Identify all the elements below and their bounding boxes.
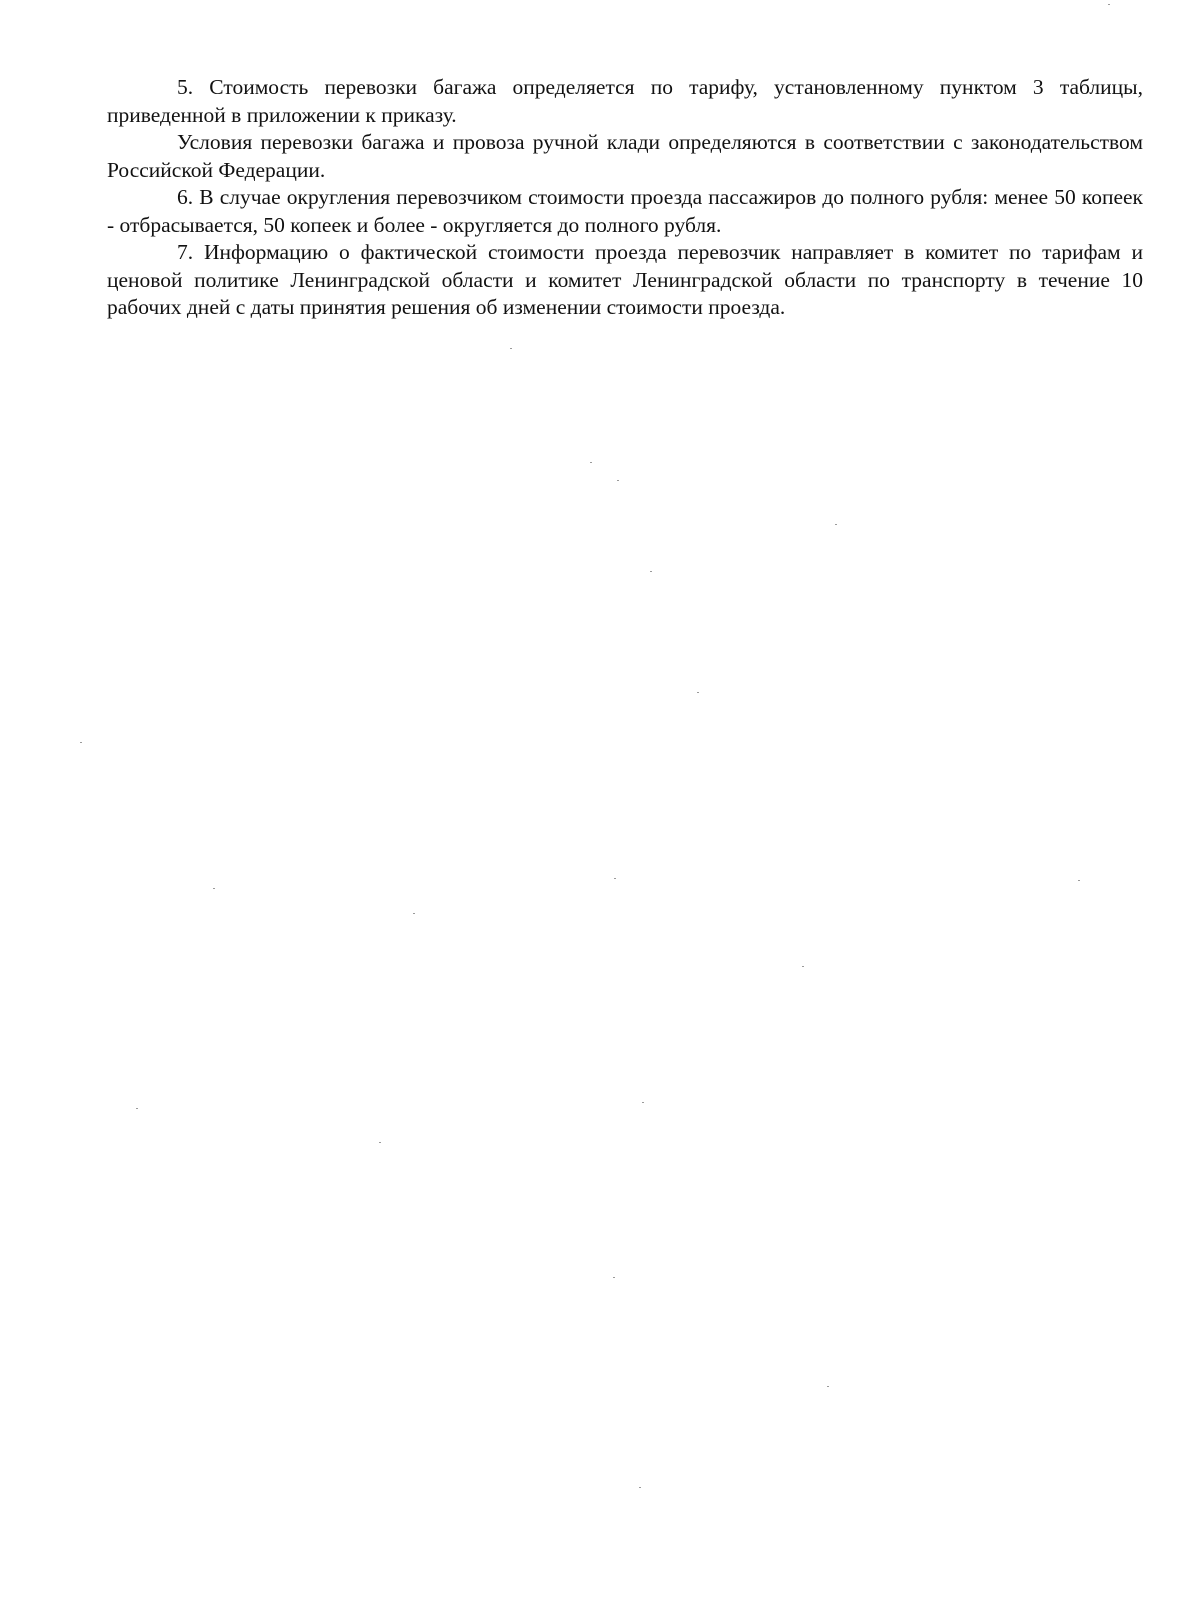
paragraph-5: 5. Стоимость перевозки багажа определяется по тарифу, установленному пунктом 3 таблицы, приведенной в приложении к приказу.: [107, 75, 1143, 127]
scan-speck: [697, 692, 699, 693]
scan-speck: [617, 480, 619, 481]
scan-speck: [379, 1142, 381, 1143]
scan-speck: [213, 888, 215, 889]
document-body: [107, 74, 1143, 322]
scan-speck: [650, 571, 652, 572]
paragraph-7: 7. Информацию о фактической стоимости проезда перевозчик направляет в комитет по тарифам и ценовой политике Ленинградской области и комитет Ленинградской области по транспорту в течение 10 рабочих дней с даты принятия решения об изменении стоимости проезда.: [107, 240, 1143, 319]
scan-speck: [642, 1102, 644, 1103]
scan-speck: [835, 524, 837, 525]
scan-speck: [413, 913, 415, 914]
scan-speck: [802, 966, 804, 967]
scan-speck: [80, 742, 82, 743]
scan-speck: [136, 1108, 138, 1109]
paragraph-6: 6. В случае округления перевозчиком стоимости проезда пассажиров до полного рубля: менее 50 копеек - отбрасывается, 50 копеек и более - округляется до полного рубля.: [107, 185, 1143, 237]
scan-speck: [827, 1386, 829, 1387]
scan-speck: [614, 878, 616, 879]
scan-speck: [510, 348, 512, 349]
scan-speck: [1078, 880, 1080, 881]
paragraph-5-conditions: Условия перевозки багажа и провоза ручной клади определяются в соответствии с законодательством Российской Федерации.: [107, 130, 1143, 182]
scan-speck: [613, 1277, 615, 1278]
scan-speck: [590, 462, 592, 463]
scan-speck: [1108, 4, 1110, 5]
scan-speck: [639, 1487, 641, 1488]
